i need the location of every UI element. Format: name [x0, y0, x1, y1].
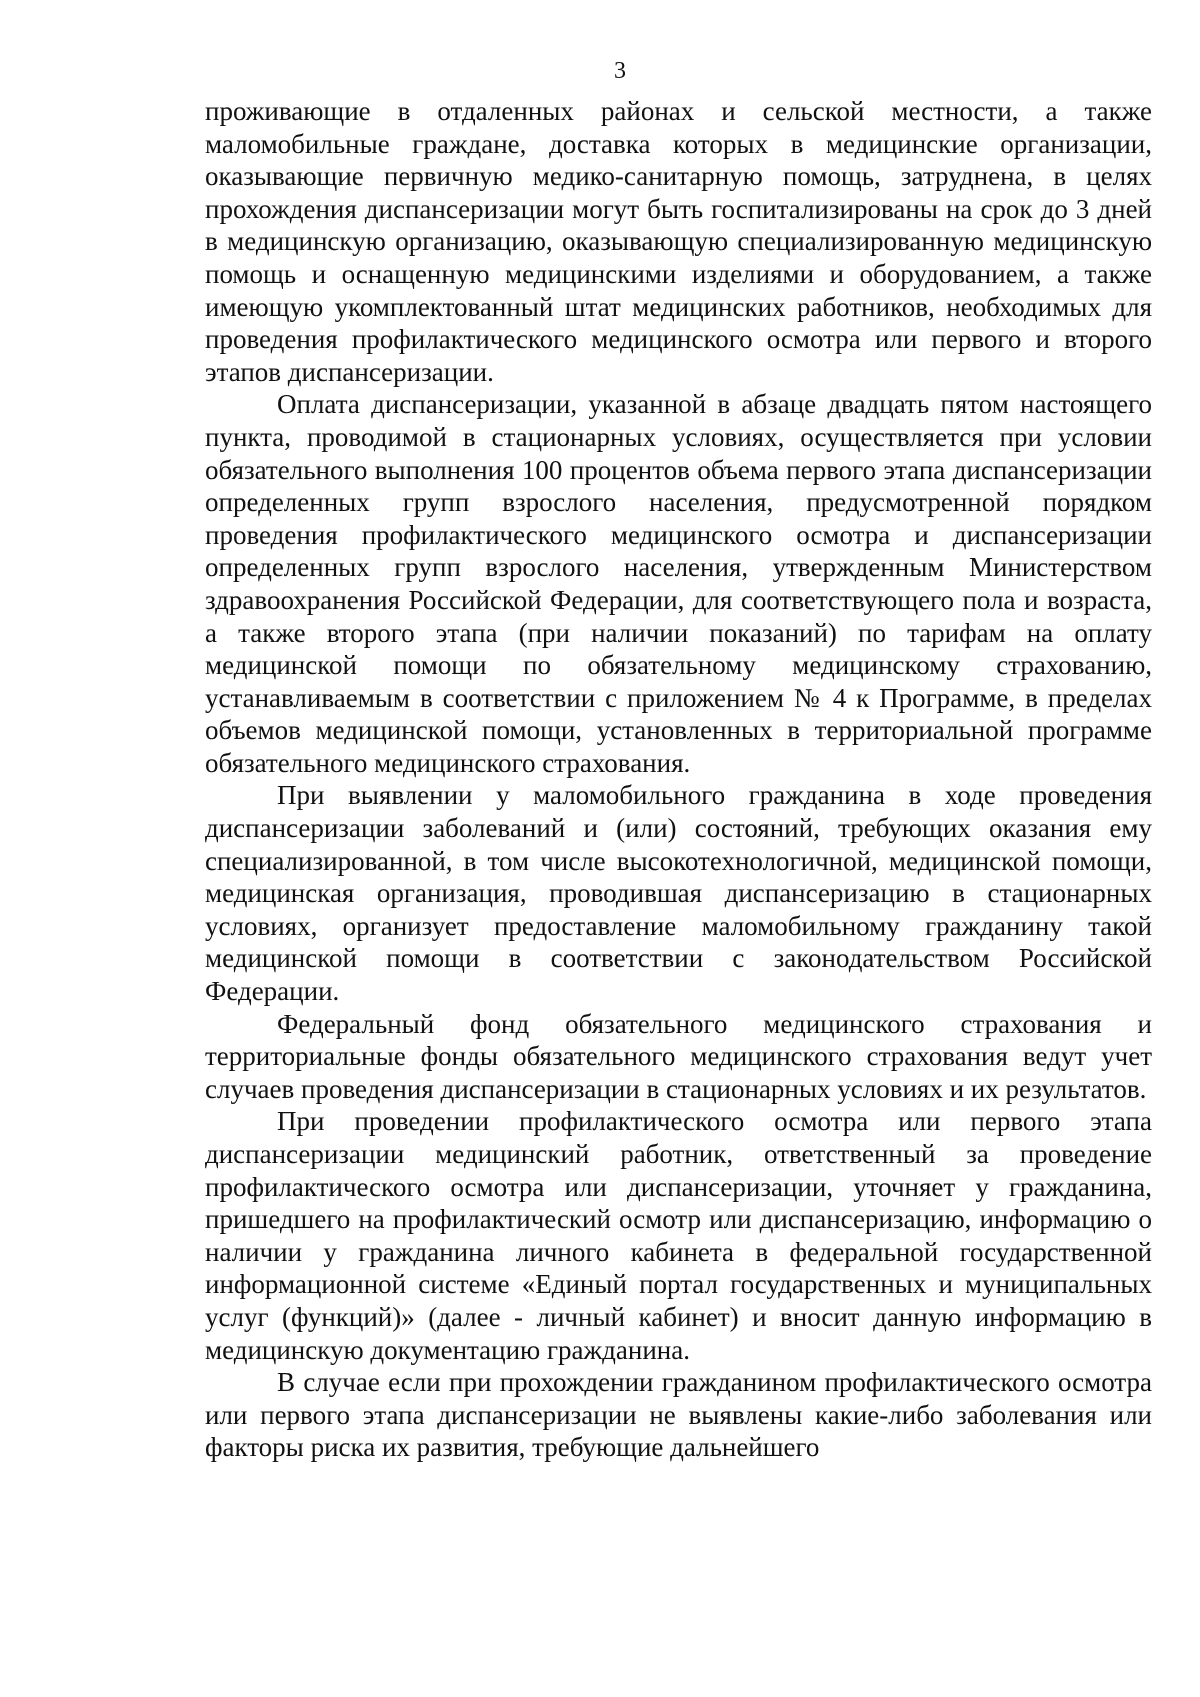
paragraph-insurance-funds: Федеральный фонд обязательного медицинского страхования и территориальные фонды обязательного медицинского страхования ведут учет случаев проведения диспансеризации в стационарных условиях и их результатов. [205, 1008, 1152, 1104]
paragraph-payment: Оплата диспансеризации, указанной в абзаце двадцать пятом настоящего пункта, проводимой в стационарных условиях, осуществляется при условии обязательного выполнения 100 процентов объема первого этапа диспансеризации определенных групп взрослого населения, предусмотренной порядком проведения профилактического медицинского осмотра и диспансеризации определенных групп взрослого населения, утвержденным Министерством здравоохранения Российской Федерации, для соответствующего пола и возраста, а также второго этапа (при наличии показаний) по тарифам на оплату медицинской помощи по обязательному медицинскому страхованию, устанавливаемым в соответствии с приложением № 4 к Программе, в пределах объемов медицинской помощи, установленных в территориальной программе обязательного медицинского страхования. [205, 389, 1152, 778]
paragraph-no-diseases: В случае если при прохождении гражданином профилактического осмотра или первого этапа диспансеризации не выявлены какие-либо заболевания или факторы риска их развития, требующие дальнейшего [205, 1367, 1152, 1463]
document-body [205, 95, 1152, 1464]
paragraph-low-mobility: При выявлении у маломобильного гражданина в ходе проведения диспансеризации заболеваний и (или) состояний, требующих оказания ему специализированной, в том числе высокотехнологичной, медицинской помощи, медицинская организация, проводившая диспансеризацию в стационарных условиях, организует предоставление маломобильному гражданину такой медицинской помощи в соответствии с законодательством Российской Федерации. [205, 780, 1152, 1007]
paragraph-personal-account: При проведении профилактического осмотра или первого этапа диспансеризации медицинский работник, ответственный за проведение профилактического осмотра или диспансеризации, уточняет у гражданина, пришедшего на профилактический осмотр или диспансеризацию, информацию о наличии у гражданина личного кабинета в федеральной государственной информационной системе «Единый портал государственных и муниципальных услуг (функций)» (далее - личный кабинет) и вносит данную информацию в медицинскую документацию гражданина. [205, 1106, 1152, 1365]
paragraph-continuation: проживающие в отдаленных районах и сельской местности, а также маломобильные граждане, доставка которых в медицинские организации, оказывающие первичную медико-санитарную помощь, затруднена, в целях прохождения диспансеризации могут быть госпитализированы на срок до 3 дней в медицинскую организацию, оказывающую специализированную медицинскую помощь и оснащенную медицинскими изделиями и оборудованием, а также имеющую укомплектованный штат медицинских работников, необходимых для проведения профилактического медицинского осмотра или первого и второго этапов диспансеризации. [205, 96, 1152, 387]
page-number: 3 [614, 58, 626, 84]
